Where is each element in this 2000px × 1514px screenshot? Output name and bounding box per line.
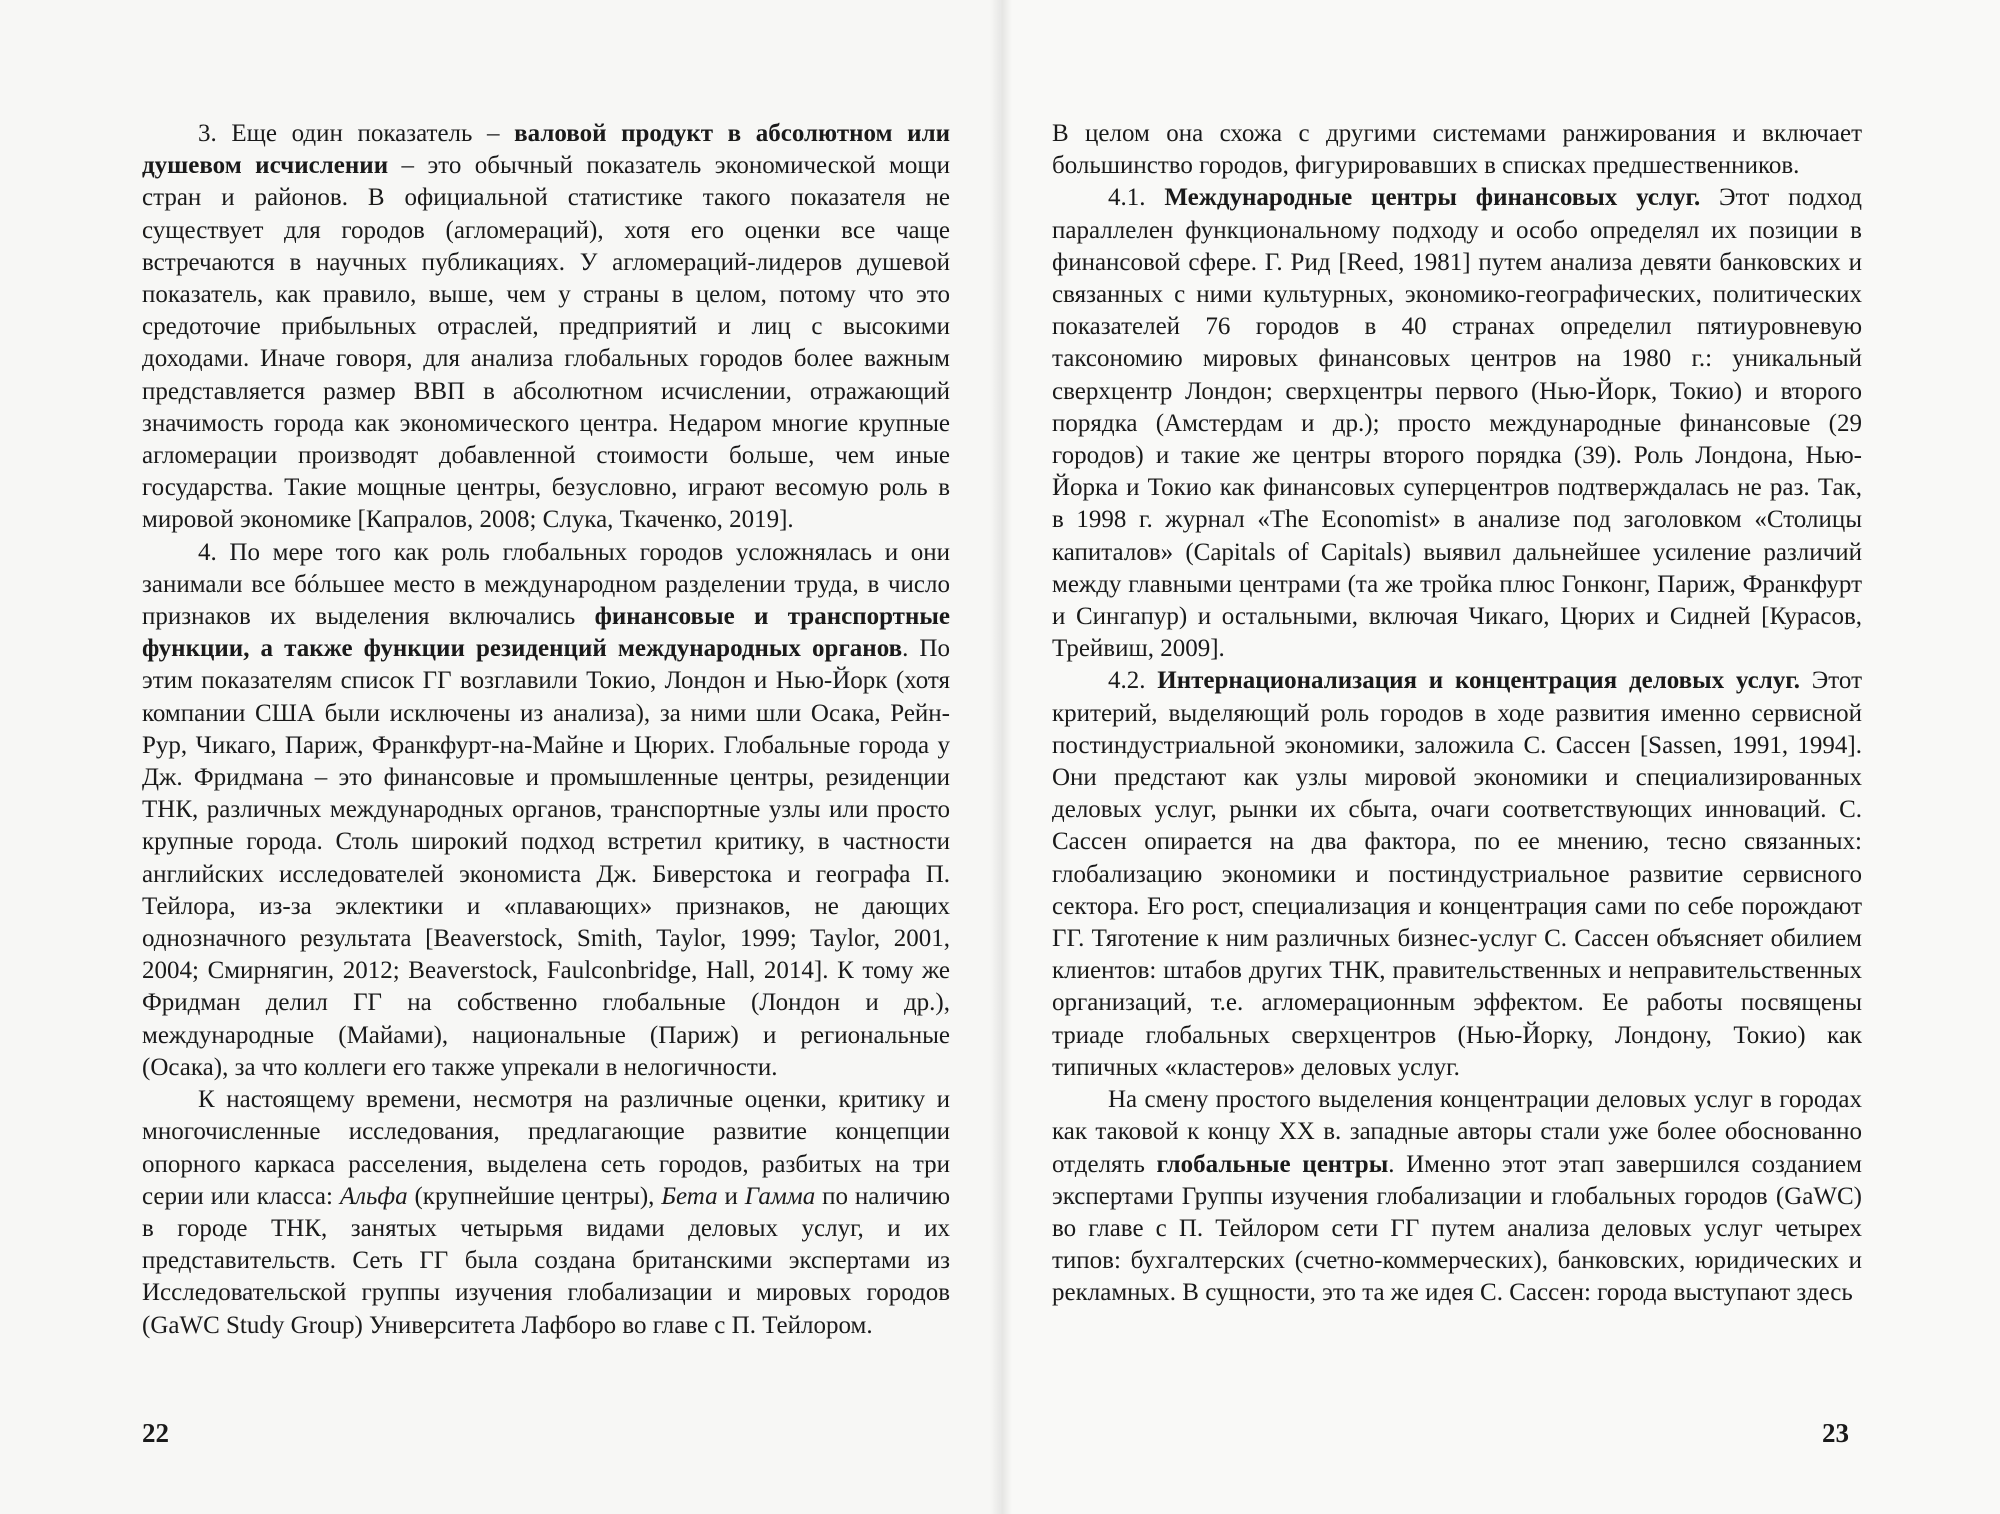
right-page [1000,0,2000,1514]
bold-term-global-centers: глобальные центры [1156,1150,1389,1178]
book-gutter [990,0,1012,1514]
paragraph-financial-functions: 4. По мере того как роль глобальных городов усложнялась и они занимали все бóльшее место в международном разделении труда, в число признаков их выделения включались финансовые и транспортные функции, а также функции резиденций международных органов. По этим показателям список ГГ возглавили Токио, Лондон и Нью-Йорк (хотя компании США были исключены из анализа), за ними шли Осака, Рейн-Рур, Чикаго, Париж, Франкфурт-на-Майне и Цюрих. Глобальные города у Дж. Фридмана – это финансовые и промышленные центры, резиденции ТНК, различных международных органов, транспортные узлы или просто крупные города. Столь широкий подход встретил критику, в частности английских исследователей экономиста Дж. Биверстока и географа П. Тейлора, из-за эклектики и «плавающих» признаков, не дающих однозначного результата [Beaverstock, Smith, Taylor, 1999; Taylor, 2001, 2004; Смирнягин, 2012; Beaverstock, Faulconbridge, Hall, 2014]. К тому же Фридман делил ГГ на собственно глобальные (Лондон и др.), международные (Майами), национальные (Париж) и региональные (Осака), за что коллеги его также упрекали в нелогичности. [142,538,950,1081]
paragraph-global-centers: На смену простого выделения концентрации деловых услуг в городах как таковой к концу XX в. западные авторы стали уже более обоснованно отделять глобальные центры. Именно этот этап завершился созданием экспертами Группы изучения глобализации и глобальных городов (GaWC) во главе с П. Тейлором сети ГГ путем анализа деловых услуг четырех типов: бухгалтерских (счетно-коммерческих), банковских, юридических и рекламных. В сущности, это та же идея С. Сассен: города выступают здесь [1052,1086,1862,1307]
italic-beta: Бета [661,1182,718,1210]
italic-alpha: Альфа [339,1182,408,1210]
paragraph-business-services: 4.2. Интернационализация и концентрация деловых услуг. Этот критерий, выделяющий роль городов в ходе развития именно сервисной постиндустриальной экономики, заложила С. Сассен [Sassen, 1991, 1994]. Они предстают как узлы мировой экономики и специализированных деловых услуг, рынки их сбыта, очаги соответствующих инноваций. С. Сассен опирается на два фактора, по ее мнению, тесно связанных: глобализацию экономики и постиндустриальное развитие сервисного сектора. Его рост, специализация и концентрация сами по себе порождают ГГ. Тяготение к ним различных бизнес-услуг С. Сассен объясняет обилием клиентов: штабов других ТНК, правительственных и неправительственных организаций, т.е. агломерационным эффектом. Ее работы посвящены триаде глобальных сверхцентров (Нью-Йорку, Лондону, Токио) как типичных «кластеров» деловых услуг. [1052,667,1862,1081]
bold-term-gdp: валовой продукт в абсолютном или душевом исчислении [142,120,950,180]
paragraph-continuation: В целом она схожа с другими системами ранжирования и включает большинство городов, фигурировавших в списках предшественников. [1052,120,1862,180]
bold-term-functions: финансовые и транспортные функции, а также функции резиденций международных органов [142,603,950,663]
paragraph-financial-centers: 4.1. Международные центры финансовых услуг. Этот подход параллелен функциональному подходу и особо определял их позиции в финансовой сфере. Г. Рид [Reed, 1981] путем анализа девяти банковских и связанных с ними культурных, экономико-географических, политических показателей 76 городов в 40 странах определил пятиуровневую таксономию мировых финансовых центров на 1980 г.: уникальный сверхцентр Лондон; сверхцентры первого (Нью-Йорк, Токио) и второго порядка (Амстердам и др.); просто международные финансовые (29 городов) и такие же центры второго порядка (39). Роль Лондона, Нью-Йорка и Токио как финансовых суперцентров подтверждалась не раз. Так, в 1998 г. журнал «The Economist» в анализе под заголовком «Столицы капиталов» (Capitals of Capitals) выявил дальнейшее усиление различий между главными центрами (та же тройка плюс Гонконг, Париж, Франкфурт и Сингапур) и остальными, включая Чикаго, Цюрих и Сидней [Курасов, Трейвиш, 2009]. [1052,184,1862,663]
paragraph-gdp-indicator: 3. Еще один показатель – валовой продукт в абсолютном или душевом исчислении – это обычный показатель экономической мощи стран и районов. В официальной статистике такого показателя не существует для городов (агломераций), хотя его оценки все чаще встречаются в научных публикациях. У агломераций-лидеров душевой показатель, как правило, выше, чем у страны в целом, потому что это средоточие прибыльных отраслей, предприятий и лиц с высокими доходами. Иначе говоря, для анализа глобальных городов более важным представляется размер ВВП в абсолютном исчислении, отражающий значимость города как экономического центра. Недаром многие крупные агломерации производят добавленной стоимости больше, чем иные государства. Такие мощные центры, безусловно, играют весомую роль в мировой экономике [Капралов, 2008; Слука, Ткаченко, 2019]. [142,120,950,534]
bold-heading-financial-centers: Международные центры финансовых услуг. [1164,184,1701,212]
page-number-right: 23 [1822,1418,1849,1448]
bold-heading-business-services: Интернационализация и концентрация деловых услуг. [1157,667,1801,695]
page-number-left: 22 [142,1418,169,1448]
paragraph-city-network: К настоящему времени, несмотря на различные оценки, критику и многочисленные исследования, предлагающие развитие концепции опорного каркаса расселения, выделена сеть городов, разбитых на три серии или класса: Альфа (крупнейшие центры), Бета и Гамма по наличию в городе ТНК, занятых четырьмя видами деловых услуг, и их представительств. Сеть ГГ была создана британскими экспертами из Исследовательской группы изучения глобализации и мировых городов (GaWC Study Group) Университета Лафборо во главе с П. Тейлором. [142,1086,950,1339]
left-page-text [142,118,950,1342]
right-page-text [1052,118,1862,1310]
italic-gamma: Гамма [744,1182,816,1210]
